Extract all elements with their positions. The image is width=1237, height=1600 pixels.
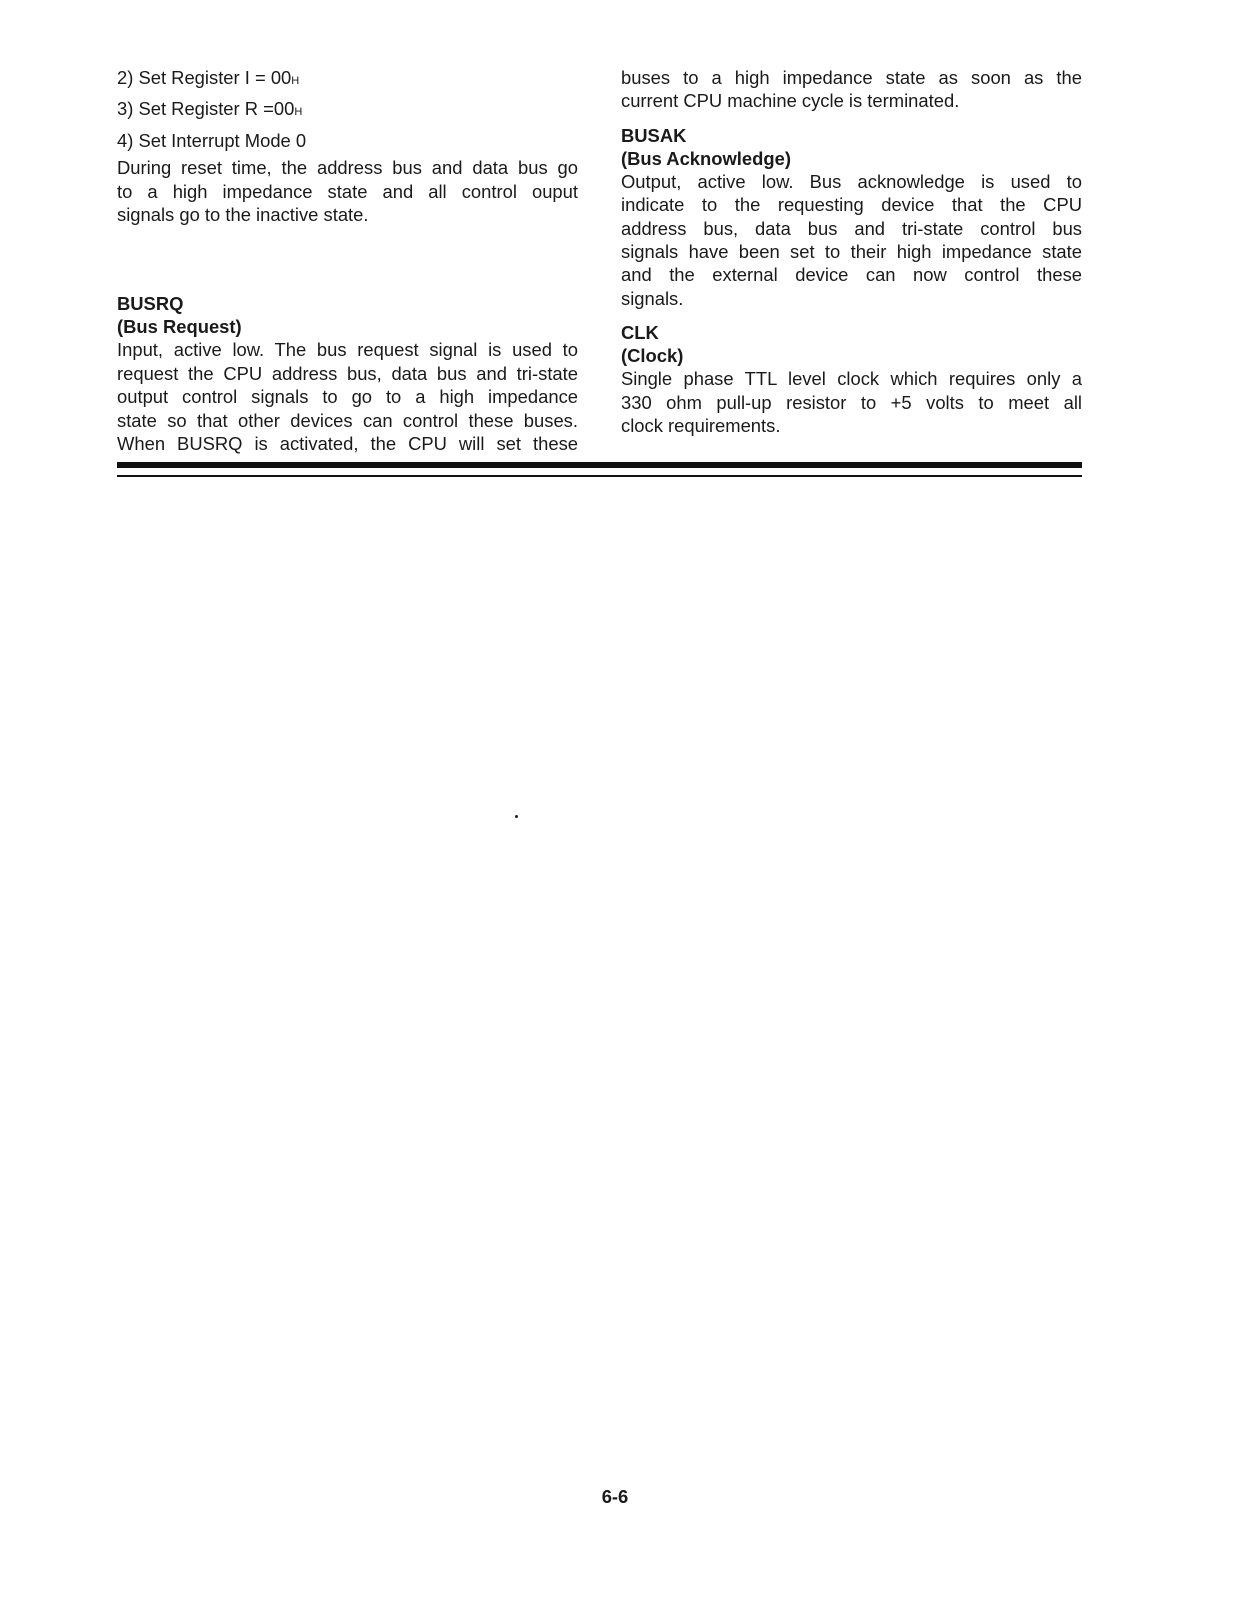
paragraph-line: clock requirements. <box>621 415 781 437</box>
thin-divider-rule <box>117 475 1082 477</box>
paragraph-line: When BUSRQ is activated, the CPU will set these <box>117 433 578 455</box>
left-column <box>117 66 578 455</box>
section-title: CLK <box>621 322 659 344</box>
clk-section <box>621 321 1082 437</box>
reset-paragraph <box>117 156 578 226</box>
thick-divider-rule <box>117 462 1082 468</box>
paragraph-line: signals go to the inactive state. <box>117 204 369 226</box>
paragraph-line: Output, active low. Bus acknowledge is used to <box>621 170 1082 192</box>
paragraph-line: to a high impedance state and all control ouput <box>117 180 578 202</box>
paragraph-line: Single phase TTL level clock which requires only a <box>621 368 1082 390</box>
section-subtitle: (Bus Acknowledge) <box>621 147 791 169</box>
hex-suffix: H <box>294 106 303 119</box>
section-subtitle: (Clock) <box>621 345 684 367</box>
scan-speck <box>515 815 518 818</box>
paragraph-line: and the external device can now control these <box>621 264 1082 286</box>
page-number: 6-6 <box>601 1486 629 1507</box>
list-item-text: 3) Set Register R =00 <box>117 98 295 120</box>
section-title: BUSAK <box>621 124 687 146</box>
paragraph-line: request the CPU address bus, data bus and tri-state <box>117 362 578 384</box>
hex-suffix: H <box>291 75 300 87</box>
paragraph-line: signals. <box>621 287 684 309</box>
register-settings-list <box>117 66 578 152</box>
list-item-text: 2) Set Register I = 00 <box>117 67 292 88</box>
paragraph-line: signals have been set to their high impedance state <box>621 241 1082 263</box>
continuation-paragraph <box>621 66 1082 113</box>
right-column <box>621 66 1082 437</box>
paragraph-line: state so that other devices can control these buses. <box>117 409 578 431</box>
section-title: BUSRQ <box>117 293 184 315</box>
paragraph-line: indicate to the requesting device that the CPU <box>621 194 1082 216</box>
list-item-text: 4) Set Interrupt Mode 0 <box>117 129 307 151</box>
busak-section <box>621 124 1082 310</box>
list-item <box>117 66 578 93</box>
busrq-section <box>117 292 578 455</box>
list-item <box>117 129 578 152</box>
section-subtitle: (Bus Request) <box>117 316 242 338</box>
paragraph-line: 330 ohm pull-up resistor to +5 volts to meet all <box>621 391 1082 413</box>
paragraph-line: address bus, data bus and tri-state control bus <box>621 217 1082 239</box>
paragraph-line: During reset time, the address bus and data bus go <box>117 157 578 179</box>
paragraph-line: Input, active low. The bus request signal is used to <box>117 339 578 361</box>
paragraph-line: current CPU machine cycle is terminated. <box>621 90 960 112</box>
paragraph-line: buses to a high impedance state as soon as the <box>621 67 1082 88</box>
list-item <box>117 97 578 124</box>
paragraph-line: output control signals to go to a high impedance <box>117 386 578 408</box>
